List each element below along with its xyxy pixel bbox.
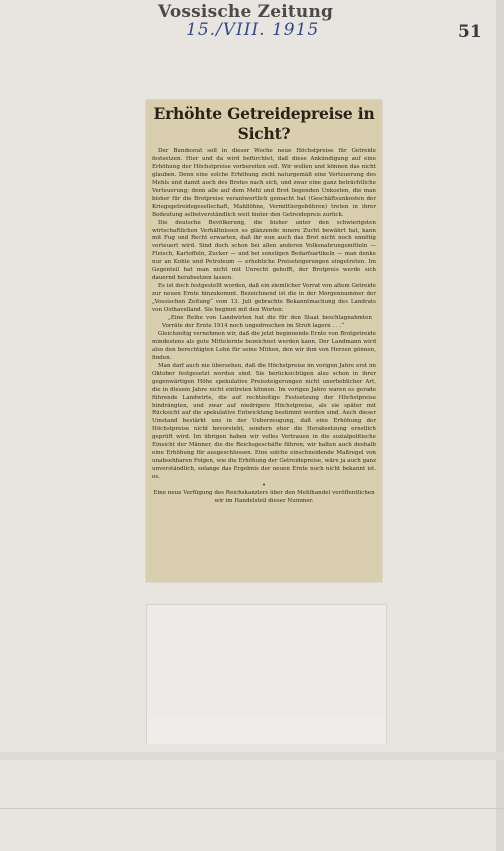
article: [152, 104, 376, 506]
article-headline: Erhöhte Getreidepreise in Sicht?: [153, 104, 375, 143]
article-paragraph: Man darf auch nie übersehen, daß die Höchstpreise im vorigen Jahre erst im Oktober festgesetzt worden sind. Sie berücksichtigen also schon in ihrer gegenwärtigen Höhe spekulative Preissteigerungen nicht unerheblicher Art, die in diesem Jahre nicht eintreten können. Im vorigen Jahre waren es gerade führende Landwirte, die auf rechtzeitige Festsetzung der Höchstpreise hindrängten, und zwar auf niedrigere Höchstpreise, als sie später mit Rücksicht auf die spekulative Entwicklung bestimmt worden sind. Auch dieser Umstand bestärkt uns in der Ueberzeugung, daß eine Erhöhung der Höchstpreise nicht bevorsteht, sondern eher die Herabsetzung ernstlich geprüft wird. Im übrigen haben wir volles Vertrauen in die sozialpolitische Einsicht der Männer, die die Reichsgeschäfte führen; wir halten auch deshalb eine Erhöhung für ausgeschlossen. Eine solche einschneidende Maßregel von unabsehbaren Folgen, wie die Erhöhung der Getreidepreise, wäre ja auch ganz unverständlich, solange das Ergebnis der neuen Ernte noch nicht bekannt ist. os.: [152, 362, 376, 481]
sheet-fold-line: [0, 808, 504, 809]
article-quote: „Eine Reihe von Landwirten hat die für den Staat beschlagnahmten Vorräte der Ernte 1914 noch ungedroschen im Stroh lagern . . .“: [162, 315, 372, 329]
sheet-strip: [0, 752, 504, 760]
article-paragraph: Es ist doch festgestellt worden, daß ein ziemlicher Vorrat von altem Getreide zur neuen Ernte hinzukommt. Bezeichnend ist die in der Morgennummer der „Vossischen Zeitung“ vom 13. Juli gebrachte Bekanntmachung des Landrats von Osthavelland. Sie beginnt mit den Worten:: [152, 283, 376, 314]
mounting-tape: [146, 604, 387, 718]
newspaper-name: Vossische Zeitung: [158, 2, 334, 22]
handwritten-date: 15./VIII. 1915: [186, 20, 320, 40]
sheet-edge: [496, 0, 504, 851]
article-body: [152, 148, 376, 506]
article-paragraph: Die deutsche Bevölkerung, die bisher unter den schwierigsten wirtschaftlichen Verhältnissen so glänzende innere Zucht bewährt hat, kann mit Fug und Recht erwarten, daß ihr nun auch das Brot nicht noch unnötig verteuert wird. Sind doch schon bei allen anderen Volksnahrungsmitteln — Fleisch, Kartoffeln, Zucker — und bei sonstigen Bedarfsartikeln — man denke nur an Kohle und Petroleum — erhebliche Preissteigerungen eingetreten. Im Gegenteil hat man nicht mit Unrecht gehofft, der Brotpreis werde sich dauernd herabsetzen lassen.: [152, 219, 376, 282]
article-paragraph: Der Bundesrat soll in dieser Woche neue Höchstpreise für Getreide festsetzen. Hier und da wird befürchtet, daß diese Ankündigung auf eine Erhöhung der Höchstpreise vorbereiten soll. Wir wollen und können das nicht glauben. Denn eine solche Erhöhung zieht naturgemäß eine Verteuerung des Mehls und damit auch des Brotes nach sich, und zwar eine ganz beträchtliche Verteuerung; denn alle auf dem Mehl und Brot liegenden Unkosten, die man bisher für die Brotpreise verantwortlich gemacht hat (Geschäftsunkosten der Kriegsgetreidegesellschaft, Mahllöhne, Vermittlergebühren) treten in ihrer Bedeutung selbstverständlich weit hinter den Getreidepreis zurück.: [152, 148, 376, 218]
article-divider: •: [262, 482, 266, 490]
mounting-tape-lower: [146, 716, 387, 744]
page-number: 51: [458, 22, 482, 42]
newspaper-clipping: [146, 100, 382, 582]
article-footnote: Eine neue Verfügung des Reichskanzlers über den Mehlhandel veröffentlichen wir im Handelsteil dieser Nummer.: [153, 490, 375, 504]
article-paragraph: Gleichzeitig vernehmen wir, daß die jetzt beginnende Ernte von Brotgetreide mindestens als gute Mittelernte bezeichnet werden kann. Der Landmann wird also den berechtigten Lohn für seine Mühen, den wir ihm von Herzen gönnen, finden.: [152, 330, 376, 361]
header: [0, 0, 504, 50]
